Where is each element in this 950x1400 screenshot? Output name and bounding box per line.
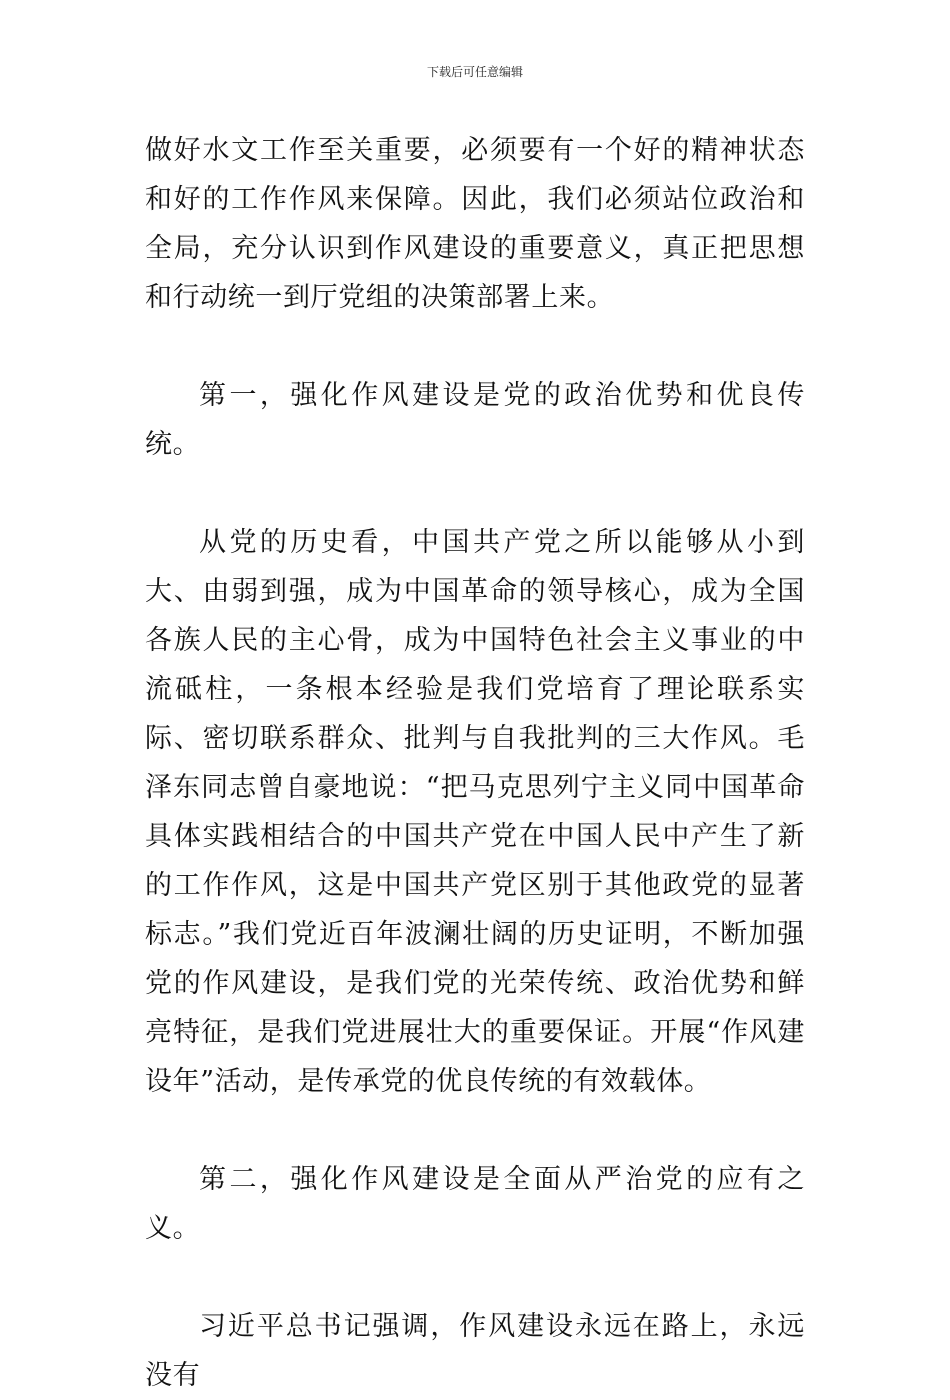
paragraph-spacer: [145, 322, 805, 371]
page-header: 下载后可任意编辑: [426, 65, 523, 79]
paragraph-intro: 做好水文工作至关重要，必须要有一个好的精神状态和好的工作作风来保障。因此，我们必须站位政治和全局，充分认识到作风建设的重要意义，真正把思想和行动统一到厅党组的决策部署上来。: [145, 135, 805, 313]
paragraph-spacer: [145, 1253, 805, 1302]
paragraph-xi: 习近平总书记强调，作风建设永远在路上，永远没有: [145, 1311, 805, 1391]
paragraph-spacer: [145, 1106, 805, 1155]
document-body: [145, 126, 805, 1400]
section-heading-second: 第二，强化作风建设是全面从严治党的应有之义。: [145, 1164, 805, 1244]
paragraph-spacer: [145, 469, 805, 518]
section-heading-first: 第一，强化作风建设是党的政治优势和优良传统。: [145, 380, 805, 460]
paragraph-history: 从党的历史看，中国共产党之所以能够从小到大、由弱到强，成为中国革命的领导核心，成为全国各族人民的主心骨，成为中国特色社会主义事业的中流砥柱，一条根本经验是我们党培育了理论联系实际、密切联系群众、批判与自我批判的三大作风。毛泽东同志曾自豪地说：“把马克思列宁主义同中国革命具体实践相结合的中国共产党在中国人民中产生了新的工作作风，这是中国共产党区别于其他政党的显著标志。”我们党近百年波澜壮阔的历史证明，不断加强党的作风建设，是我们党的光荣传统、政治优势和鲜亮特征，是我们党进展壮大的重要保证。开展“作风建设年”活动，是传承党的优良传统的有效载体。: [145, 527, 805, 1097]
